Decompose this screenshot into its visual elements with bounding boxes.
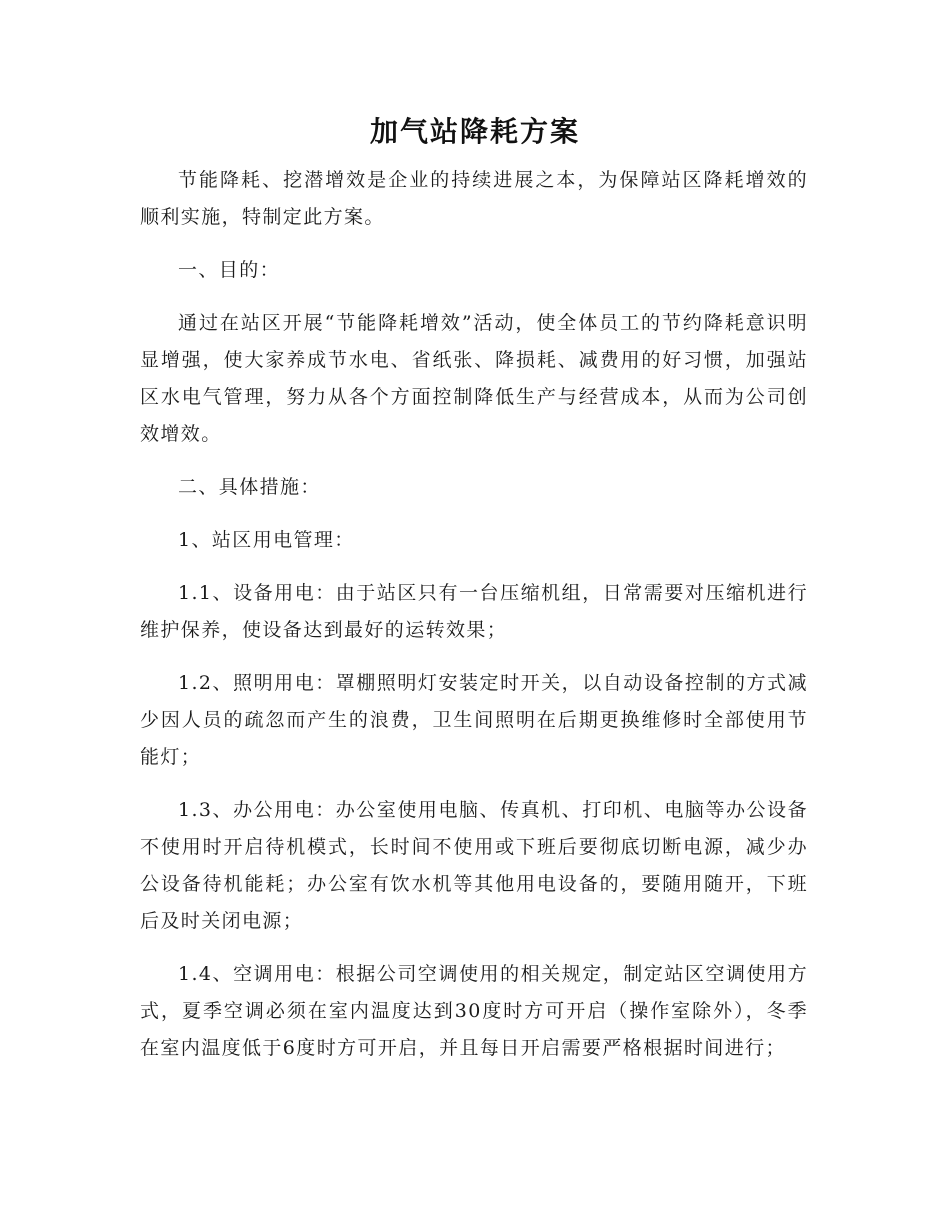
paragraph-purpose: 通过在站区开展“节能降耗增效”活动，使全体员工的节约降耗意识明显增强，使大家养成节水电、省纸张、降损耗、减费用的好习惯，加强站区水电气管理，努力从各个方面控制降低生产与经营成本，从而为公司创效增效。 — [140, 312, 808, 445]
heading-electricity: 1、站区用电管理： — [178, 529, 355, 551]
paragraph-equipment-power: 1.1、设备用电：由于站区只有一台压缩机组，日常需要对压缩机进行维护保养，使设备达到最好的运转效果； — [140, 582, 808, 641]
paragraph-ac-power: 1.4、空调用电：根据公司空调使用的相关规定，制定站区空调使用方式，夏季空调必须在室内温度达到30度时方可开启（操作室除外），冬季在室内温度低于6度时方可开启，并且每日开启需要严格根据时间进行； — [140, 963, 808, 1059]
heading-measures: 二、具体措施： — [178, 476, 321, 498]
document-body — [140, 162, 808, 1083]
heading-purpose: 一、目的： — [178, 259, 281, 281]
paragraph-office-power: 1.3、办公用电：办公室使用电脑、传真机、打印机、电脑等办公设备不使用时开启待机模式，长时间不使用或下班后要彻底切断电源，减少办公设备待机能耗；办公室有饮水机等其他用电设备的，要随用随开，下班后及时关闭电源； — [140, 799, 808, 932]
paragraph-intro: 节能降耗、挖潜增效是企业的持续进展之本，为保障站区降耗增效的顺利实施，特制定此方案。 — [140, 169, 808, 228]
paragraph-lighting-power: 1.2、照明用电：罩棚照明灯安装定时开关，以自动设备控制的方式减少因人员的疏忽而产生的浪费，卫生间照明在后期更换维修时全部使用节能灯； — [140, 672, 808, 768]
document-title: 加气站降耗方案 — [369, 115, 580, 148]
